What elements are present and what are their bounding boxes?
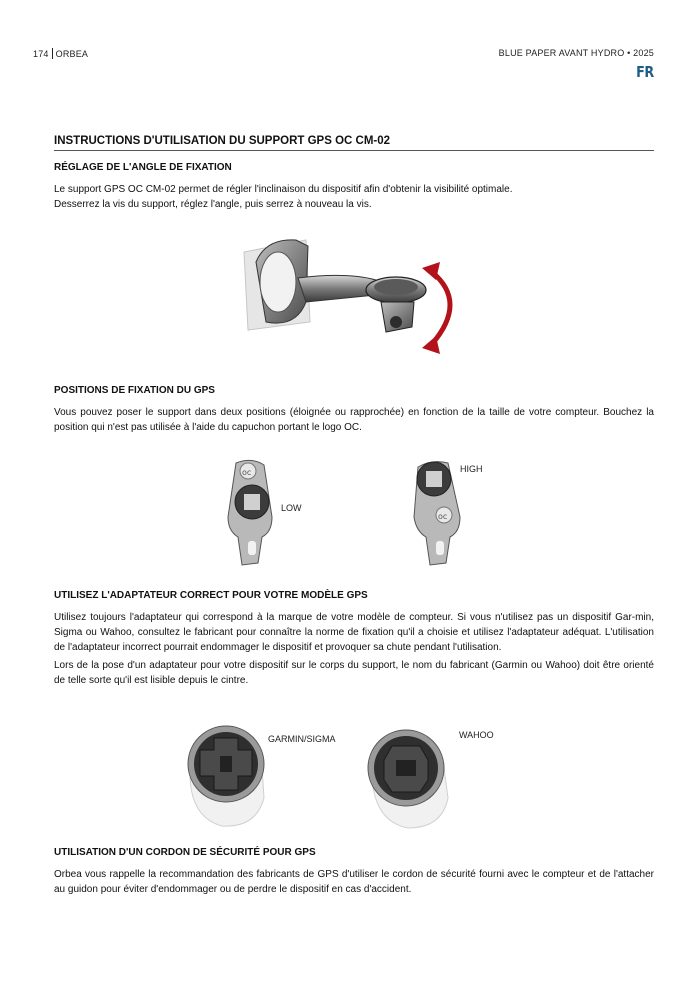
label-low: LOW	[281, 503, 302, 513]
adapter-garmin-figure	[182, 718, 272, 830]
adapter-wahoo-figure	[362, 720, 457, 832]
mount-low-figure	[222, 457, 282, 567]
label-garmin-sigma: GARMIN/SIGMA	[268, 734, 336, 744]
document-title: BLUE PAPER AVANT HYDRO • 2025	[498, 48, 654, 58]
paragraph: Le support GPS OC CM-02 permet de régler l'inclinaison du dispositif afin d'obtenir la visibilité optimale.	[54, 184, 513, 195]
section-heading-adapter: UTILISEZ L'ADAPTATEUR CORRECT POUR VOTRE MODÈLE GPS	[54, 590, 368, 601]
header-divider	[52, 48, 53, 59]
brand-name: ORBEA	[55, 48, 89, 59]
paragraph: Desserrez la vis du support, réglez l'angle, puis serrez à nouveau la vis.	[54, 199, 372, 210]
page-number: 174	[33, 48, 49, 59]
rotation-arrow-icon	[432, 272, 450, 344]
paragraph: Lors de la pose d'un adaptateur pour votre dispositif sur le corps du support, le nom du fabricant (Garmin ou Wahoo) doit être orienté de telle sorte qu'il est lisible depuis le cintre.	[54, 660, 654, 686]
svg-text:oc: oc	[242, 468, 252, 477]
paragraph: Vous pouvez poser le support dans deux positions (éloignée ou rapprochée) en fonction de la taille de votre compteur. Bouchez la position qui n'est pas utilisée à l'aide du capuchon portant le logo OC.	[54, 407, 654, 433]
label-wahoo: WAHOO	[459, 730, 494, 740]
page-header-left	[33, 48, 88, 59]
label-high: HIGH	[460, 464, 483, 474]
section-heading-angle: RÉGLAGE DE L'ANGLE DE FIXATION	[54, 162, 232, 173]
section-heading-positions: POSITIONS DE FIXATION DU GPS	[54, 385, 215, 396]
paragraph: Orbea vous rappelle la recommandation des fabricants de GPS d'utiliser le cordon de sécurité fourni avec le compteur et de l'attacher au guidon pour éviter d'endommager ou de perdre le dispositif en cas d'accident.	[54, 869, 654, 895]
page-title: INSTRUCTIONS D'UTILISATION DU SUPPORT GPS OC CM-02	[54, 135, 391, 147]
mount-high-figure	[408, 457, 468, 567]
section-heading-lanyard: UTILISATION D'UN CORDON DE SÉCURITÉ POUR GPS	[54, 847, 316, 858]
svg-text:oc: oc	[438, 512, 448, 521]
title-underline	[54, 150, 654, 151]
mount-angle-figure	[236, 232, 476, 357]
language-tag: FR	[636, 63, 654, 81]
section-angle-text	[54, 182, 654, 212]
paragraph: Utilisez toujours l'adaptateur qui correspond à la marque de votre modèle de compteur. Si vous n'utilisez pas un dispositif Gar-min, Sigma ou Wahoo, consultez le fabricant pour connaître la norme de fixation qu'il a choisie et utilisez l'adaptateur adéquat. L'utilisation de l'adaptateur incorrect pourrait endommager le dispositif et provoquer sa chute pendant l'utilisation.	[54, 612, 654, 653]
